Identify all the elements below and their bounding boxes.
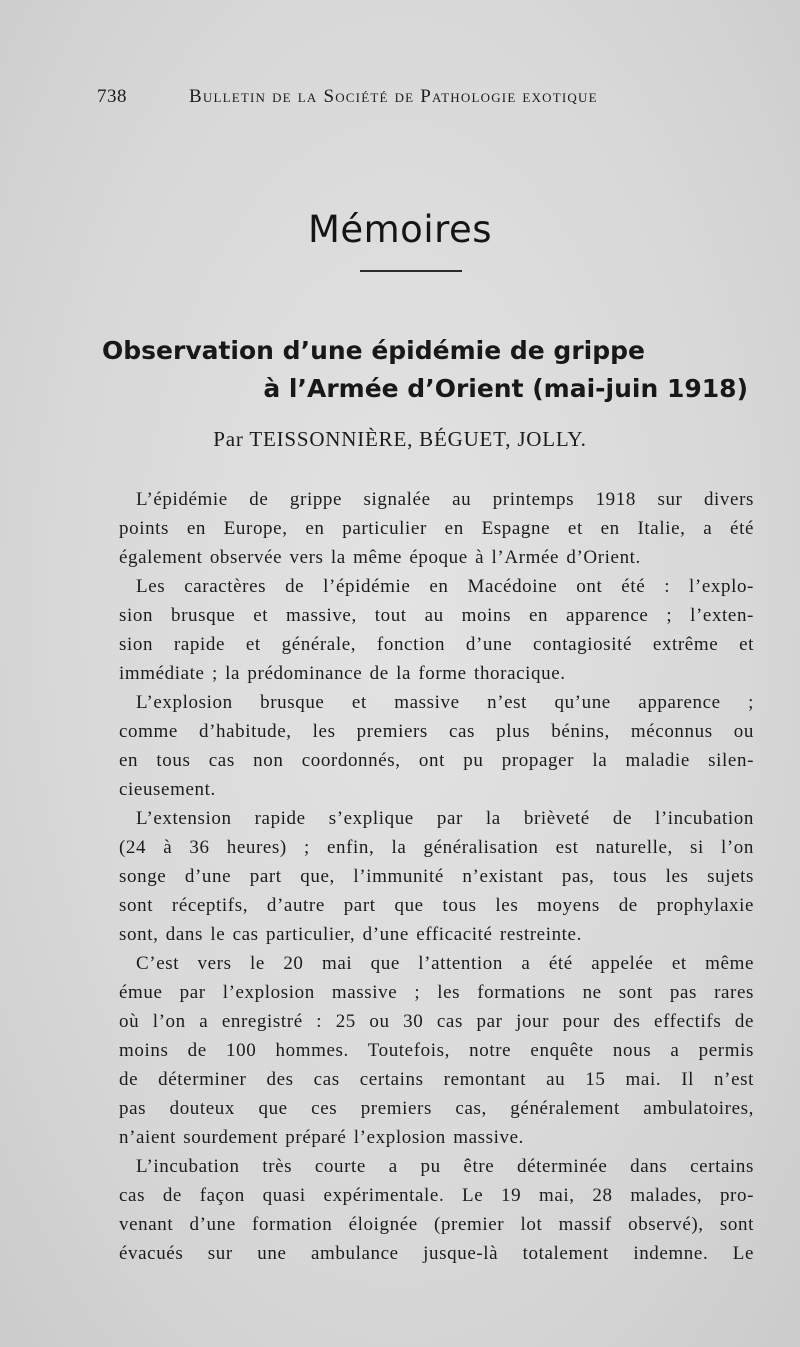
paragraph <box>102 949 754 1152</box>
text-line: sion brusque et massive, tout au moins en apparence ; l’exten- <box>119 605 754 626</box>
text-line: (24 à 36 heures) ; enfin, la généralisation est naturelle, si l’on <box>119 837 754 858</box>
article-byline: Par TEISSONNIÈRE, BÉGUET, JOLLY. <box>213 427 587 451</box>
article-title <box>102 332 752 408</box>
paragraph <box>102 485 754 572</box>
text-line: immédiate ; la prédominance de la forme thoracique. <box>119 663 566 684</box>
text-line: moins de 100 hommes. Toutefois, notre enquête nous a permis <box>119 1040 754 1061</box>
text-line: L’explosion brusque et massive n’est qu’une apparence ; <box>136 692 754 713</box>
paragraph <box>102 804 754 949</box>
text-line: sont, dans le cas particulier, d’une efficacité restreinte. <box>119 924 582 945</box>
page-number: 738 <box>97 86 127 107</box>
text-line: L’extension rapide s’explique par la brièveté de l’incubation <box>136 808 754 829</box>
text-line: C’est vers le 20 mai que l’attention a été appelée et même <box>136 953 754 974</box>
running-head <box>97 86 657 116</box>
text-line: L’épidémie de grippe signalée au printemps 1918 sur divers <box>136 489 754 510</box>
article-body <box>102 485 754 1268</box>
article-title-line-2: à l’Armée d’Orient (mai-juin 1918) <box>263 374 748 403</box>
text-line: où l’on a enregistré : 25 ou 30 cas par jour pour des effectifs de <box>119 1011 754 1032</box>
article-title-line-1: Observation d’une épidémie de grippe <box>102 336 645 365</box>
text-line: émue par l’explosion massive ; les formations ne sont pas rares <box>119 982 754 1003</box>
text-line: sont réceptifs, d’autre part que tous les moyens de prophylaxie <box>119 895 754 916</box>
text-line: points en Europe, en particulier en Espagne et en Italie, a été <box>119 518 754 539</box>
text-line: L’incubation très courte a pu être déterminée dans certains <box>136 1156 754 1177</box>
text-line: pas douteux que ces premiers cas, généralement ambulatoires, <box>119 1098 754 1119</box>
text-line: en tous cas non coordonnés, ont pu propager la maladie silen- <box>119 750 754 771</box>
text-line: sion rapide et générale, fonction d’une contagiosité extrême et <box>119 634 754 655</box>
paragraph <box>102 1152 754 1268</box>
journal-title: Bulletin de la Société de Pathologie exotique <box>189 86 598 107</box>
text-line: évacués sur une ambulance jusque-là totalement indemne. Le <box>119 1243 754 1264</box>
text-line: venant d’une formation éloignée (premier lot massif observé), sont <box>119 1214 754 1235</box>
section-divider <box>360 270 462 272</box>
text-line: cas de façon quasi expérimentale. Le 19 mai, 28 malades, pro- <box>119 1185 754 1206</box>
section-title: Mémoires <box>307 208 493 251</box>
text-line: de déterminer des cas certains remontant au 15 mai. Il n’est <box>119 1069 754 1090</box>
text-line: songe d’une part que, l’immunité n’existant pas, tous les sujets <box>119 866 754 887</box>
text-line: n’aient sourdement préparé l’explosion massive. <box>119 1127 525 1148</box>
paragraph <box>102 688 754 804</box>
text-line: cieusement. <box>119 779 216 800</box>
paragraph <box>102 572 754 688</box>
text-line: comme d’habitude, les premiers cas plus bénins, méconnus ou <box>119 721 754 742</box>
text-line: Les caractères de l’épidémie en Macédoine ont été : l’explo- <box>136 576 754 597</box>
text-line: également observée vers la même époque à l’Armée d’Orient. <box>119 547 641 568</box>
